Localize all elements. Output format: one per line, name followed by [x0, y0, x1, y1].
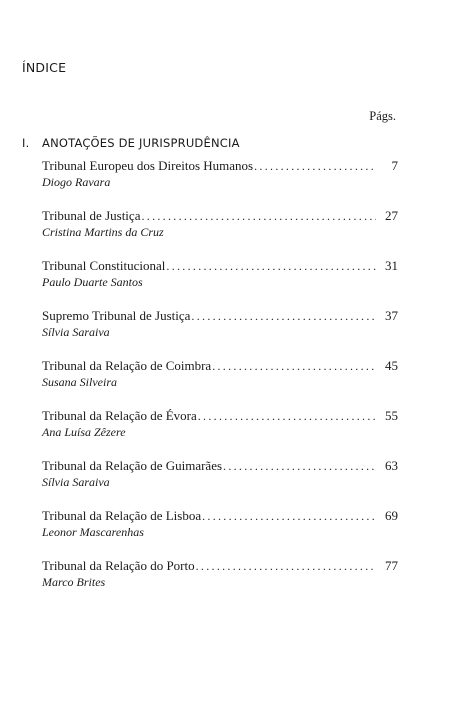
toc-entry-page: 37 — [385, 308, 398, 323]
section-title: ANOTAÇÕES DE JURISPRUDÊNCIA — [42, 136, 240, 150]
toc-entry-page: 7 — [391, 158, 398, 173]
toc-entry — [42, 508, 398, 558]
toc-entry — [42, 208, 398, 258]
section-heading — [22, 136, 240, 150]
toc-entry — [42, 408, 398, 458]
dot-leader — [198, 409, 376, 424]
toc-entry-author: Ana Luísa Zêzere — [42, 425, 126, 439]
toc-entry-page: 45 — [385, 358, 398, 373]
toc-entry-line — [42, 158, 398, 175]
page-title: ÍNDICE — [22, 60, 67, 75]
toc-entries — [42, 158, 398, 608]
toc-entry-line — [42, 208, 398, 225]
toc-entry-line — [42, 358, 398, 375]
toc-entry — [42, 258, 398, 308]
toc-entry-line — [42, 408, 398, 425]
dot-leader — [254, 159, 376, 174]
toc-entry-line — [42, 508, 398, 525]
toc-entry-title: Supremo Tribunal de Justiça — [42, 308, 191, 323]
toc-entry — [42, 558, 398, 608]
toc-entry-title: Tribunal de Justiça — [42, 208, 141, 223]
dot-leader — [202, 509, 376, 524]
toc-entry-page: 77 — [385, 558, 398, 573]
toc-entry-line — [42, 308, 398, 325]
dot-leader — [223, 459, 376, 474]
toc-entry-page: 69 — [385, 508, 398, 523]
pages-column-label: Págs. — [369, 109, 396, 123]
toc-entry — [42, 158, 398, 208]
dot-leader — [212, 359, 376, 374]
dot-leader — [196, 559, 376, 574]
toc-entry-title: Tribunal da Relação de Lisboa — [42, 508, 202, 523]
toc-entry-author: Sílvia Saraiva — [42, 325, 110, 339]
toc-entry-title: Tribunal da Relação de Coimbra — [42, 358, 212, 373]
toc-entry-title: Tribunal da Relação do Porto — [42, 558, 195, 573]
toc-entry-author: Susana Silveira — [42, 375, 117, 389]
toc-entry-author: Paulo Duarte Santos — [42, 275, 143, 289]
toc-entry-author: Sílvia Saraiva — [42, 475, 110, 489]
toc-entry-line — [42, 558, 398, 575]
dot-leader — [191, 309, 376, 324]
toc-entry-author: Marco Brites — [42, 575, 106, 589]
toc-entry-line — [42, 258, 398, 275]
dot-leader — [141, 209, 376, 224]
toc-entry-author: Leonor Mascarenhas — [42, 525, 144, 539]
toc-entry — [42, 308, 398, 358]
dot-leader — [166, 259, 376, 274]
toc-entry-line — [42, 458, 398, 475]
toc-entry-author: Diogo Ravara — [42, 175, 111, 189]
toc-entry-page: 27 — [385, 208, 398, 223]
toc-entry-author: Cristina Martins da Cruz — [42, 225, 164, 239]
toc-entry-title: Tribunal Constitucional — [42, 258, 166, 273]
toc-entry-title: Tribunal da Relação de Évora — [42, 408, 197, 423]
toc-entry-page: 63 — [385, 458, 398, 473]
toc-entry — [42, 358, 398, 408]
toc-entry-page: 55 — [385, 408, 398, 423]
section-number: I. — [22, 136, 30, 150]
toc-entry-page: 31 — [385, 258, 398, 273]
toc-entry-title: Tribunal da Relação de Guimarães — [42, 458, 223, 473]
toc-entry-title: Tribunal Europeu dos Direitos Humanos — [42, 158, 254, 173]
toc-entry — [42, 458, 398, 508]
